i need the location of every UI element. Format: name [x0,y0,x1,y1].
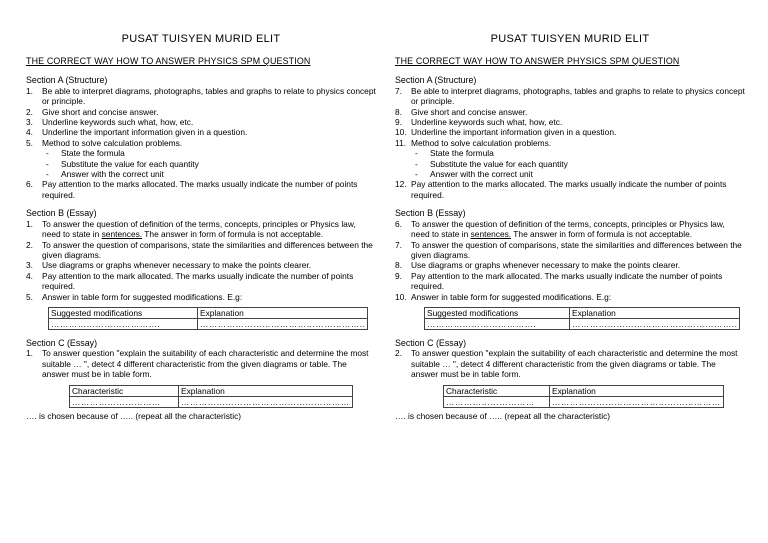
page-header: PUSAT TUISYEN MURID ELIT [490,33,650,45]
list-item: 1. Be able to interpret diagrams, photographs, tables and graphs to relate to physics concept or principle. [26,85,376,107]
section-c-list [395,348,745,379]
list-item: 6. Pay attention to the marks allocated. The marks usually indicate the number of points required. [26,179,358,200]
section-b-title: Section B (Essay) [26,208,97,219]
list-item: 3. Underline keywords such what, how, etc. [26,117,194,128]
list-item: 7. Be able to interpret diagrams, photographs, tables and graphs to relate to physics concept or principle. [395,85,745,107]
underlined-keyword: sentences. [101,229,143,240]
modifications-table [48,307,368,330]
document-title: THE CORRECT WAY HOW TO ANSWER PHYSICS SPM QUESTION [26,56,311,66]
section-c-list [26,348,376,379]
sub-item: - Answer with the correct unit [46,169,164,180]
list-item: 2. To answer question "explain the suitability of each characteristic and determine the most suitable … ", detect 4 different characteristic from the given diagrams or table. The answer must be in table form. [395,348,738,380]
list-item: 9. Pay attention to the mark allocated. The marks usually indicate the number of points required. [395,270,723,292]
section-a-title: Section A (Structure) [26,75,108,86]
table-header: Characteristic [444,385,550,396]
table-header: Explanation [179,385,353,396]
list-item: 2. Give short and concise answer. [26,106,159,117]
list-item: 11. Method to solve calculation problems. [395,137,552,148]
characteristic-table [69,385,353,408]
table-header: Explanation [198,307,368,318]
table-header: Explanation [570,307,740,318]
list-item: 10. Underline the important information given in a question. [395,127,617,138]
section-a-list [395,86,745,200]
list-item: 4. Pay attention to the mark allocated. The marks usually indicate the number of points required. [26,270,354,292]
table-header: Suggested modifications [49,307,198,318]
list-item: 2. To answer the question of comparisons, state the similarities and differences between the given diagrams. [26,239,373,260]
list-item: 8. Give short and concise answer. [395,106,528,117]
list-item: 9. Underline keywords such what, how, etc. [395,117,563,128]
underlined-keyword: sentences. [470,229,512,240]
list-item: 1. To answer question "explain the suitability of each characteristic and determine the most suitable … ", detect 4 different characteristic from the given diagrams or table. The answer must be in table form. [26,348,369,380]
page-header: PUSAT TUISYEN MURID ELIT [121,33,281,45]
list-item: 4. Underline the important information given in a question. [26,127,248,138]
answer-template: …. is chosen because of ….. (repeat all the characteristic) [395,410,611,421]
section-c-title: Section C (Essay) [395,337,467,348]
table-cell: ………………………… [444,396,550,407]
list-item: 12. Pay attention to the marks allocated. The marks usually indicate the number of points required. [395,179,727,200]
section-b-list [26,219,376,302]
section-b-title: Section B (Essay) [395,208,466,219]
table-cell: ………………………………. [49,318,198,329]
list-item: 10. Answer in table form for suggested modifications. E.g: [395,291,612,302]
sub-item: - State the formula [46,148,125,159]
list-item: 1. To answer the question of definition of the terms, concepts, principles or Physics law, need to state in sentences. The answer in form of formula is not acceptable. [26,218,356,240]
section-a-title: Section A (Structure) [395,75,477,86]
sub-item: - Answer with the correct unit [415,169,533,180]
section-a-list [26,86,376,200]
table-cell: ……………………………………………….. [198,318,368,329]
sub-item: - Substitute the value for each quantity [46,158,199,169]
list-item: 5. Method to solve calculation problems. [26,137,183,148]
right-column [395,0,745,421]
list-item: 5. Answer in table form for suggested modifications. E.g: [26,291,243,302]
section-c-title: Section C (Essay) [26,337,98,348]
table-cell: ………………………… [70,396,179,407]
sub-item: - Substitute the value for each quantity [415,158,568,169]
characteristic-table [443,385,724,408]
table-cell: ………………………………………………… [550,396,724,407]
table-header: Characteristic [70,385,179,396]
list-item: 3. Use diagrams or graphs whenever necessary to make the points clearer. [26,260,312,271]
table-cell: ………………………………. [425,318,570,329]
section-b-list [395,219,745,302]
table-header: Explanation [550,385,724,396]
list-item: 8. Use diagrams or graphs whenever necessary to make the points clearer. [395,260,681,271]
answer-template: …. is chosen because of ….. (repeat all the characteristic) [26,410,242,421]
list-item: 6. To answer the question of definition of the terms, concepts, principles or Physics law, need to state in sentences. The answer in form of formula is not acceptable. [395,218,725,240]
table-cell: ……………………………………………….. [570,318,740,329]
document-title: THE CORRECT WAY HOW TO ANSWER PHYSICS SPM QUESTION [395,56,680,66]
left-column [26,0,376,421]
modifications-table [424,307,740,330]
table-header: Suggested modifications [425,307,570,318]
sub-item: - State the formula [415,148,494,159]
table-cell: ………………………………………………… [179,396,353,407]
list-item: 7. To answer the question of comparisons, state the similarities and differences between the given diagrams. [395,239,742,260]
